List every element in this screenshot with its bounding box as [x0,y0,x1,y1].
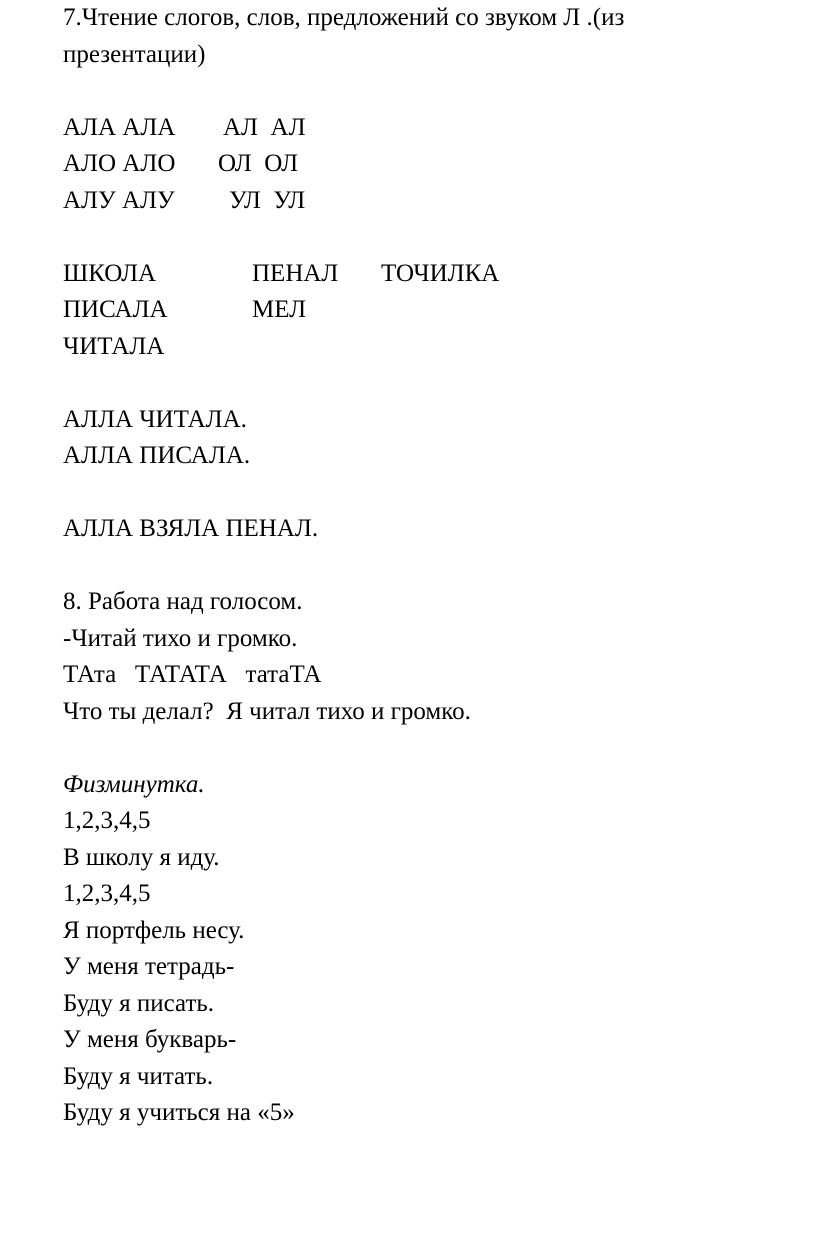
word-col-b: МЕЛ [252,296,307,323]
word-row [63,256,803,293]
section8-exercise: ТАта ТАТАТА татаТА [63,661,322,688]
section8-title: 8. Работа над голосом. [63,588,303,615]
word-col-c: ТОЧИЛКА [381,259,500,287]
syllable-row [63,110,803,147]
section8-instruction: -Читай тихо и громко. [63,624,298,652]
sentence-line: АЛЛА ПИСАЛА. [63,442,251,469]
word-col-a: ШКОЛА [63,259,157,287]
poem-line: Я портфель несу. [63,916,245,944]
spacer [63,475,803,512]
section7-title-line1: 7.Чтение слогов, слов, предложений со звуком Л .(из [63,4,625,31]
fizminutka-title: Физминутка. [63,770,205,798]
word-col-a: ЧИТАЛА [63,332,165,360]
poem-line: 1,2,3,4,5 [63,807,151,834]
poem-line: Буду я писать. [63,989,215,1017]
syllable-pair-b: АЛ АЛ [223,113,306,141]
spacer [63,365,803,402]
poem-line: Буду я учиться на «5» [63,1099,295,1126]
syllables-block [63,110,803,220]
syllable-row [63,183,803,220]
poem-line: 1,2,3,4,5 [63,880,151,907]
syllable-pair-a: АЛА АЛА [63,113,176,141]
word-row [63,292,803,329]
syllable-pair-b: ОЛ ОЛ [218,150,299,177]
syllable-pair-a: АЛО АЛО [63,150,176,177]
poem-line: У меня букварь- [63,1026,237,1053]
word-col-a: ПИСАЛА [63,296,168,323]
poem-line: Буду я читать. [63,1062,214,1090]
word-row [63,329,803,366]
spacer [63,730,803,767]
spacer [63,548,803,585]
word-col-b: ПЕНАЛ [252,259,339,287]
section8-question: Что ты делал? Я читал тихо и громко. [63,697,471,725]
spacer [63,219,803,256]
syllable-pair-a: АЛУ АЛУ [63,186,175,214]
syllable-pair-b: УЛ УЛ [229,186,306,214]
spacer [63,73,803,110]
sentence-line: АЛЛА ВЗЯЛА ПЕНАЛ. [63,515,319,542]
words-block [63,256,803,366]
section7-title-line2: презентации) [63,40,206,68]
document-page [63,0,803,1132]
sentence-line: АЛЛА ЧИТАЛА. [63,405,247,433]
syllable-row [63,146,803,183]
poem-line: В школу я иду. [63,843,220,871]
poem-line: У меня тетрадь- [63,953,235,980]
